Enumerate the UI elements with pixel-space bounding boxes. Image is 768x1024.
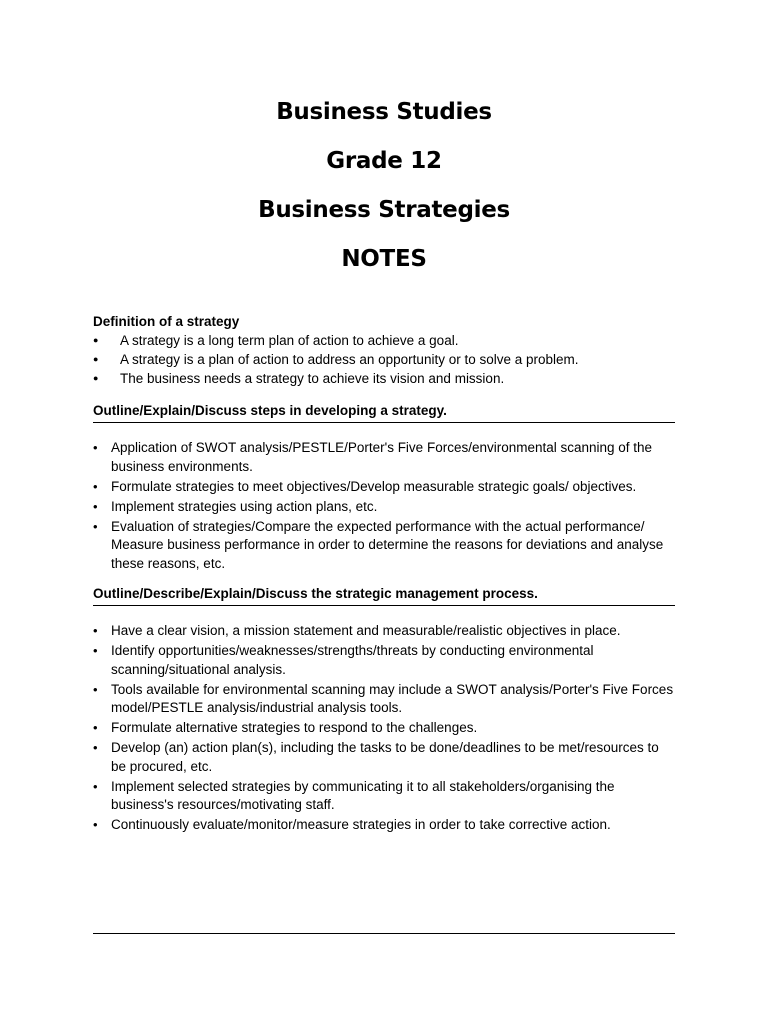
steps-list <box>93 439 675 573</box>
subject-title: Business Studies <box>276 99 492 125</box>
process-heading: Outline/Describe/Explain/Discuss the strategic management process. <box>93 585 675 606</box>
bottom-divider <box>93 933 675 934</box>
notes-content <box>93 313 675 836</box>
list-item: • Develop (an) action plan(s), including the tasks to be done/deadlines to be met/resources to be procured, etc. <box>93 739 675 776</box>
list-item: ● A strategy is a plan of action to address an opportunity or to solve a problem. <box>93 350 675 369</box>
list-item: • Formulate alternative strategies to respond to the challenges. <box>93 719 675 738</box>
list-item: • Formulate strategies to meet objectives/Develop measurable strategic goals/ objectives. <box>93 478 675 497</box>
topic-title: Business Strategies <box>258 197 510 223</box>
list-item: • Identify opportunities/weaknesses/strengths/threats by conducting environmental scanning/situational analysis. <box>93 642 675 679</box>
list-item: • Evaluation of strategies/Compare the expected performance with the actual performance/ Measure business performance in order to determine the reasons for deviations and analyse these reasons, etc. <box>93 518 675 574</box>
list-item: • Tools available for environmental scanning may include a SWOT analysis/Porter's Five Forces model/PESTLE analysis/industrial analysis tools. <box>93 681 675 718</box>
list-item: • Have a clear vision, a mission statement and measurable/realistic objectives in place. <box>93 622 675 641</box>
title-block <box>0 88 768 284</box>
list-item: • Implement selected strategies by communicating it to all stakeholders/organising the business's resources/motivating staff. <box>93 778 675 815</box>
notes-title: NOTES <box>341 246 427 272</box>
process-list <box>93 622 675 835</box>
definition-list <box>93 331 675 388</box>
list-item: • Continuously evaluate/monitor/measure strategies in order to take corrective action. <box>93 816 675 835</box>
list-item: ● A strategy is a long term plan of action to achieve a goal. <box>93 331 675 350</box>
list-item: • Implement strategies using action plans, etc. <box>93 498 675 517</box>
list-item: • Application of SWOT analysis/PESTLE/Porter's Five Forces/environmental scanning of the business environments. <box>93 439 675 476</box>
definition-heading: Definition of a strategy <box>93 314 240 329</box>
steps-heading: Outline/Explain/Discuss steps in developing a strategy. <box>93 402 675 423</box>
list-item: ● The business needs a strategy to achieve its vision and mission. <box>93 369 675 388</box>
grade-title: Grade 12 <box>326 148 442 174</box>
